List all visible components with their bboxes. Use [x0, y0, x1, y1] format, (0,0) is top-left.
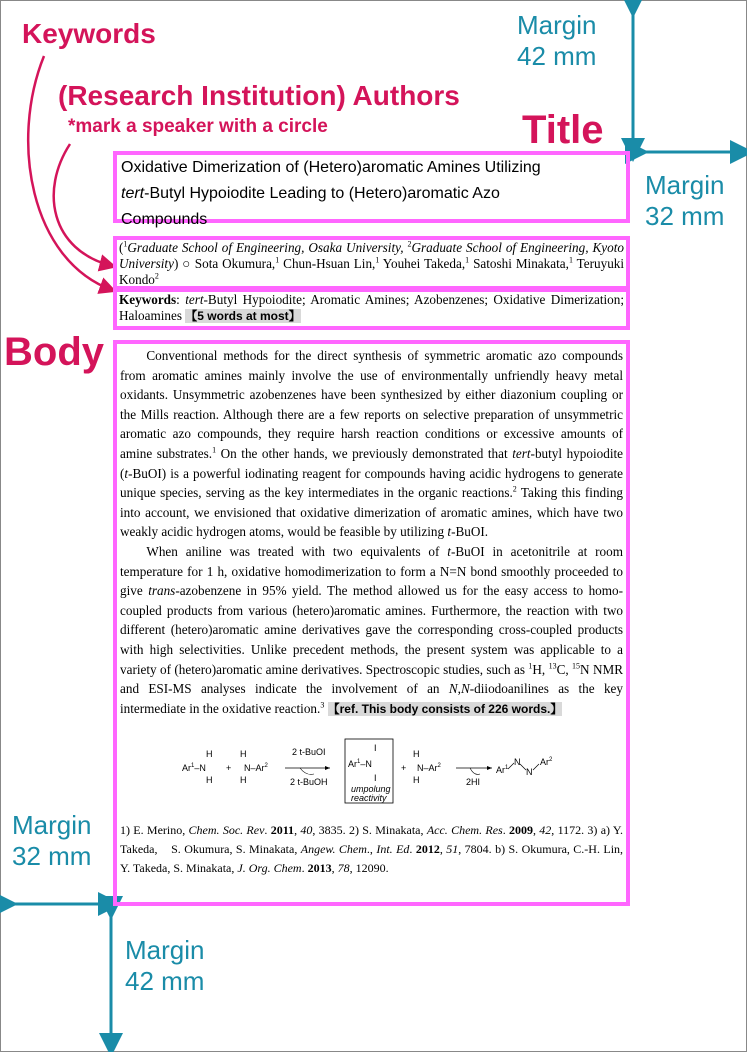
scheme-product-ar1: Ar$^1$	[496, 765, 509, 776]
body-paragraph-2: When aniline was treated with two equivalents of t-BuOI in acetonitrile at room temperature for 1 h, oxidative homodimerization to form a N=N bond smoothly proceeded to give trans-azobenzene in 95% yield. The method allowed us for the easy access to homo-coupled products from various (hetero)aromatic amines. Furthermore, the reaction with two different (hetero)aromatic amine derivatives gave the corresponding cross-coupled products with high selectivities. Unlike precedent methods, the present system was applicable to a variety of (hetero)aromatic amine derivatives. Spectroscopic studies, such as $^1$H, $^{13}$C, $^{15}$N NMR and ESI-MS analyses indicate the involvement of an N,N-diiodoanilines as the key intermediate in the oxidative reaction.$^3$ 【ref. This body consists of 226 words.】	[120, 543, 624, 716]
scheme-umpolung: umpolung	[351, 784, 391, 795]
scheme-product-n: N	[514, 757, 521, 768]
scheme-ar2: N–Ar$^2$	[417, 763, 441, 774]
margin-right-label	[645, 170, 724, 232]
body-note: 【ref. This body consists of 226 words.】	[327, 701, 563, 716]
scheme-ar2: N–Ar$^2$	[244, 763, 268, 774]
author: Chun-Hsuan Lin,	[283, 256, 376, 271]
scheme-byproduct: 2 t-BuOH	[290, 777, 328, 788]
scheme-reactivity: reactivity	[351, 793, 387, 804]
author: Youhei Takeda,	[382, 256, 466, 271]
speaker-note: *mark a speaker with a circle	[68, 116, 328, 137]
scheme-arrow-1-head	[325, 766, 330, 770]
scheme-h: H	[413, 749, 420, 760]
reaction-scheme	[120, 733, 625, 815]
margin-bottom-label	[125, 935, 204, 997]
keywords-label: Keywords	[22, 18, 156, 49]
margin-right-value: 32 mm	[645, 201, 725, 232]
title-box	[113, 151, 630, 228]
scheme-product-n: N	[526, 767, 533, 778]
affiliation-authors: ($^1$Graduate School of Engineering, Osaka University, $^2$Graduate School of Engineering, Kyoto University) ○ Sota Okumura,$^1$ Chun-Hsuan Lin,$^1$ Youhei Takeda,$^1$ Satoshi Minakata,$^1$ Teruyuki Kondo$^2$	[119, 239, 625, 287]
scheme-h: H	[240, 749, 247, 760]
title-label: Title	[522, 108, 604, 152]
scheme-curve-2	[470, 768, 480, 774]
scheme-plus: +	[226, 763, 232, 774]
speaker-circle: ○	[182, 256, 191, 271]
keywords-note: 【5 words at most】	[185, 309, 301, 323]
scheme-ar1: Ar$^1$–N	[182, 763, 206, 774]
scheme-arrow-2-head	[487, 766, 492, 770]
body-text	[117, 344, 626, 880]
authors-label: (Research Institution) Authors	[58, 80, 460, 111]
scheme-h: H	[413, 775, 420, 786]
scheme-i: I	[374, 773, 377, 784]
scheme-plus: +	[401, 763, 407, 774]
margin-left-label	[12, 810, 91, 872]
keywords-line: Keywords: tert-Butyl Hypoiodite; Aromatic Amines; Azobenzenes; Oxidative Dimerization; Haloamines 【5 words at most】	[119, 292, 624, 323]
margin-right-word: Margin	[645, 170, 725, 200]
keywords-box	[113, 288, 630, 330]
scheme-product-bond	[533, 764, 539, 770]
paper-title: Oxidative Dimerization of (Hetero)aromatic Amines Utilizing tert-Butyl Hypoiodite Leading to (Hetero)aromatic Azo Compounds	[121, 159, 541, 228]
margin-bottom-word: Margin	[125, 935, 205, 965]
scheme-h: H	[240, 775, 247, 786]
scheme-reagent: 2 t-BuOI	[292, 747, 326, 758]
scheme-intermediate: Ar$^1$–N	[348, 759, 372, 770]
scheme-hi: 2HI	[466, 777, 481, 788]
margin-top-label	[517, 10, 596, 72]
body-paragraph-1: Conventional methods for the direct synthesis of symmetric aromatic azo compounds from aromatic amines mainly involve the use of environmentally unfriendly heavy metal oxidants. Unsymmetric azobenzenes have been synthesized by either diazonium coupling or the Mills reaction. Although there are a few reports on selective preparation of unsymmetric aromatic azo compounds, they require harsh reaction conditions or excessive amounts of amine substrates.$^1$ On the other hands, we previously demonstrated that tert-butyl hypoiodite (t-BuOI) is a powerful iodinating reagent for compounds having acidic hydrogens to generate unique species, serving as the key intermediates in the organic reactions.$^2$ Taking this finding into account, we envisioned that oxidative dimerization of aromatic amines, which have two weakly acidic hydrogen atoms, would be feasible by utilizing t-BuOI.	[120, 348, 624, 540]
author: Sota Okumura,	[194, 256, 276, 271]
margin-left-value: 32 mm	[12, 841, 92, 872]
margin-top-word: Margin	[517, 10, 597, 40]
references: 1) E. Merino, Chem. Soc. Rev. 2011, 40, 3835. 2) S. Minakata, Acc. Chem. Res. 2009, 42, 1172. 3) a) Y. Takeda, S. Okumura, S. Minakata, Angew. Chem., Int. Ed. 2012, 51, 7804. b) S. Okumura, C.-H. Lin, Y. Takeda, S. Minakata, J. Org. Chem. 2013, 78, 12090.	[120, 823, 624, 876]
scheme-product-ar2: Ar$^2$	[540, 757, 553, 768]
authors-box	[113, 236, 630, 290]
body-box	[113, 340, 630, 906]
scheme-h: H	[206, 749, 213, 760]
margin-left-word: Margin	[12, 810, 92, 840]
scheme-h: H	[206, 775, 213, 786]
margin-bottom-value: 42 mm	[125, 966, 205, 997]
scheme-i: I	[374, 743, 377, 754]
scheme-curve-1	[300, 768, 314, 774]
margin-top-value: 42 mm	[517, 41, 597, 72]
body-label: Body	[4, 330, 104, 374]
author: Satoshi Minakata,	[473, 256, 569, 271]
author: Teruyuki Kondo	[119, 256, 625, 287]
